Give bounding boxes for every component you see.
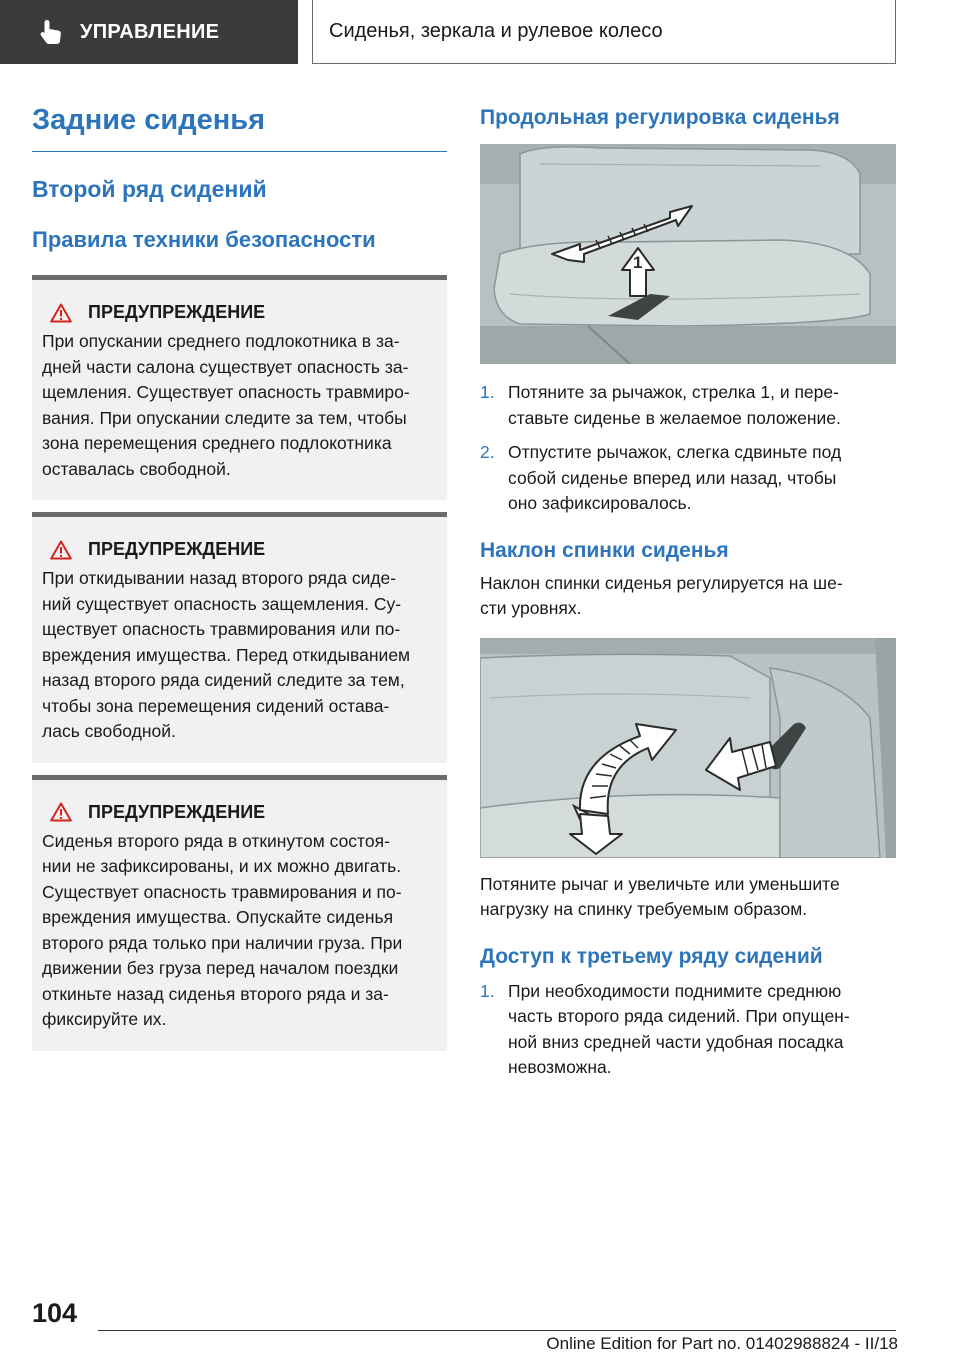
- warning-title: [42, 539, 437, 560]
- warning-line: ществует опасность травмирования или по-: [42, 619, 401, 639]
- section-heading-second-row: Второй ряд сидений: [32, 176, 267, 202]
- seat-slide-steps: [480, 380, 896, 517]
- warning-triangle-icon: [50, 802, 72, 822]
- step-line: собой сиденье вперед или назад, чтобы: [508, 467, 837, 488]
- warning-line: оставалась свободной.: [42, 458, 231, 479]
- step-line: ной вниз средней части удобная посадка: [508, 1031, 844, 1052]
- warning-line: нии не зафиксированы, и их можно двигать.: [42, 856, 402, 876]
- step-line: ставьте сиденье в желаемое положение.: [508, 407, 841, 428]
- warning-line: чтобы зона перемещения сидений остава-: [42, 695, 390, 716]
- warning-line: лась свободной.: [42, 721, 176, 741]
- warning-line: Существует опасность травмирования и по-: [42, 881, 402, 902]
- warning-label: ПРЕДУПРЕЖДЕНИЕ: [88, 539, 266, 559]
- step-line: часть второго ряда сидений. При опущен-: [508, 1006, 850, 1026]
- warning-box: [32, 775, 447, 1051]
- step-line: оно зафиксировалось.: [508, 493, 692, 513]
- section-heading-longitudinal: Продольная регулировка сиденья: [480, 106, 840, 129]
- step-number: 2.: [480, 442, 495, 462]
- warning-line: фиксируйте их.: [42, 1009, 167, 1029]
- step-number: 1.: [480, 382, 495, 402]
- step-text: [508, 440, 896, 517]
- section-heading-backrest: Наклон спинки сиденья: [480, 538, 729, 562]
- step-line: невозможна.: [508, 1057, 612, 1077]
- text-line: нагрузку на спинку требуемым образом.: [480, 899, 808, 919]
- footer-edition: Online Edition for Part no. 01402988824 - II/18: [546, 1334, 898, 1353]
- warning-triangle-icon: [50, 303, 72, 323]
- step-line: Отпустите рычажок, слегка сдвиньте под: [508, 442, 842, 462]
- warning-label: ПРЕДУПРЕЖДЕНИЕ: [88, 302, 266, 322]
- warning-line: движении без груза перед началом поездки: [42, 958, 399, 978]
- warning-box: [32, 512, 447, 763]
- warning-label: ПРЕДУПРЕЖДЕНИЕ: [88, 801, 266, 822]
- warning-line: зона перемещения среднего подлокотника: [42, 433, 392, 453]
- page-title: Задние сиденья: [32, 104, 447, 152]
- list-item: [480, 380, 896, 431]
- third-row-steps: [480, 979, 896, 1081]
- header-section-tab: [0, 0, 298, 64]
- warning-text: [42, 829, 437, 1033]
- warning-triangle-icon: [50, 540, 72, 560]
- warning-line: щемления. Существует опасность травмиро-: [42, 382, 410, 402]
- warning-line: вания. При опускании следите за тем, чтобы: [42, 407, 407, 428]
- text-line: Наклон спинки сиденья регулируется на ше-: [480, 572, 843, 593]
- warning-line: откиньте назад сиденья второго ряда и за-: [42, 983, 389, 1004]
- header-chapter-title: Сиденья, зеркала и рулевое колесо: [329, 20, 663, 42]
- left-column: [32, 104, 447, 1051]
- warning-text: [42, 566, 437, 745]
- backrest-intro: [480, 571, 896, 622]
- header-chapter-box: [312, 0, 896, 64]
- warning-line: Сиденья второго ряда в откинутом состоя-: [42, 830, 390, 851]
- header-section-title: УПРАВЛЕНИЕ: [80, 20, 220, 43]
- warning-text: [42, 329, 437, 482]
- page-number: 104: [32, 1298, 78, 1328]
- step-line: При необходимости поднимите среднюю: [508, 980, 842, 1001]
- warning-box: [32, 275, 447, 500]
- warning-line: При откидывании назад второго ряда сиде-: [42, 568, 397, 588]
- list-item: [480, 440, 896, 517]
- footer-rule: [98, 1330, 896, 1331]
- warning-line: дней части салона существует опасность за-: [42, 356, 409, 377]
- step-number: 1.: [480, 980, 495, 1001]
- right-column: [480, 104, 896, 1081]
- step-line: Потяните за рычажок, стрелка 1, и пере-: [508, 382, 839, 402]
- warning-line: При опускании среднего подлокотника в за-: [42, 331, 400, 351]
- warning-line: вреждения имущества. Опускайте сиденья: [42, 907, 394, 927]
- warning-line: назад второго ряда сидений следите за тем,: [42, 670, 405, 690]
- warning-line: второго ряда только при наличии груза. При: [42, 932, 403, 953]
- warning-line: вреждения имущества. Перед откидыванием: [42, 644, 411, 665]
- warning-title: [42, 302, 437, 323]
- figure-callout-1: 1: [633, 253, 643, 272]
- backrest-illustration: [480, 638, 896, 858]
- warning-line: ний существует опасность защемления. Су-: [42, 593, 402, 614]
- section-heading-third-row: Доступ к третьему ряду сидений: [480, 944, 823, 968]
- step-text: [508, 979, 896, 1081]
- text-line: сти уровнях.: [480, 598, 582, 618]
- section-heading-safety: Правила техники безопасности: [32, 227, 376, 252]
- backrest-instruction: [480, 872, 896, 923]
- seat-slide-illustration: [480, 144, 896, 364]
- step-text: [508, 380, 896, 431]
- figure-backrest: [480, 638, 896, 858]
- warning-title: [42, 802, 437, 823]
- list-item: [480, 979, 896, 1081]
- hand-pointer-icon: [36, 17, 66, 47]
- text-line: Потяните рычаг и увеличьте или уменьшите: [480, 873, 840, 894]
- figure-seat-slide: [480, 144, 896, 364]
